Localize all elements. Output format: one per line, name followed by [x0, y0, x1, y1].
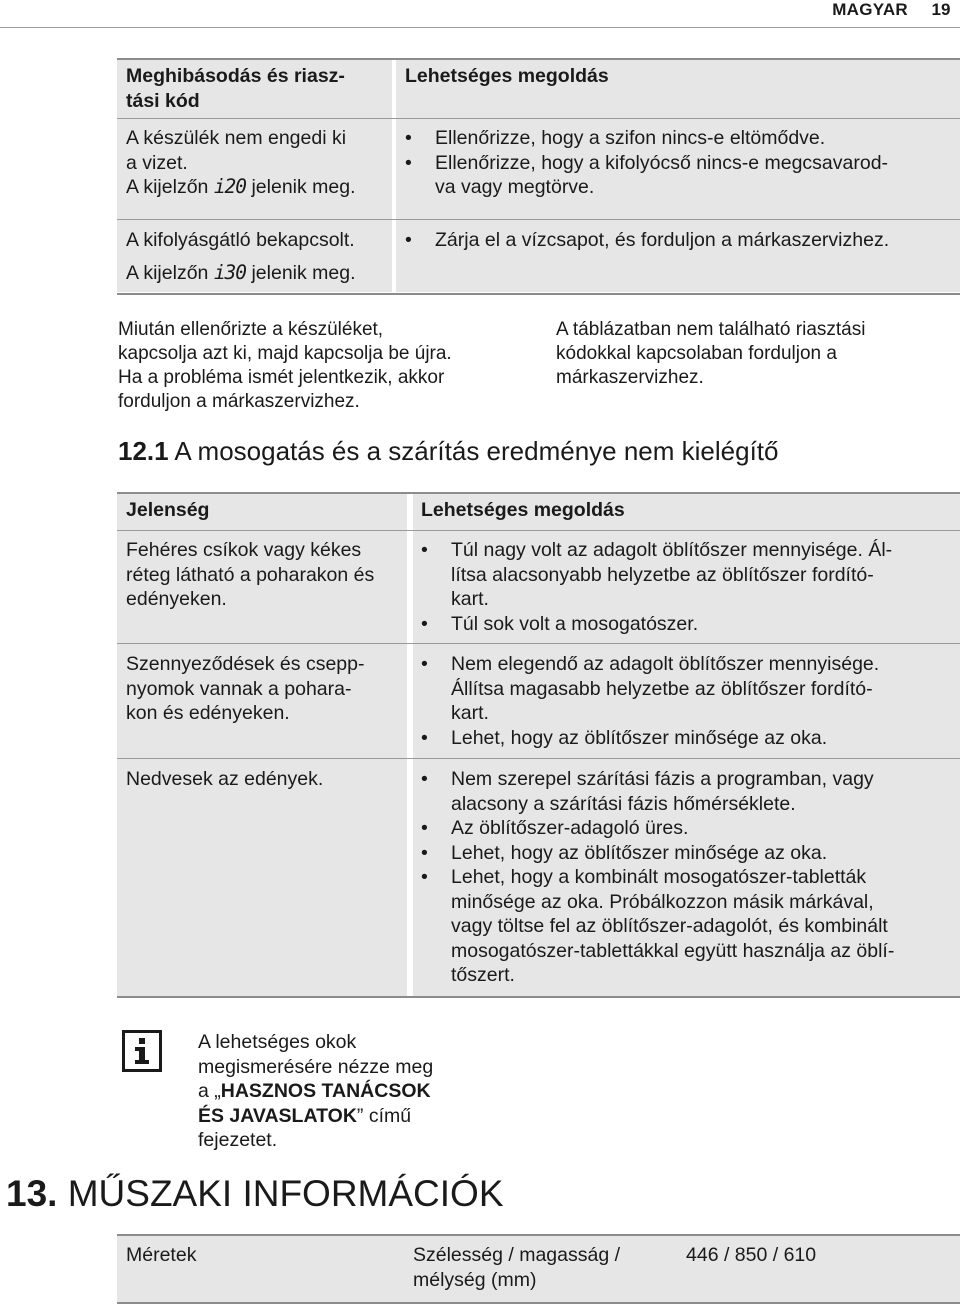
display-prefix: A kijelzőn — [126, 261, 214, 284]
list-item: • Ellenőrizze, hogy a szifon nincs-e eltömődve. — [405, 126, 953, 151]
table-row-solutions — [421, 767, 955, 988]
column-header-solution: Lehetséges megoldás — [405, 65, 609, 87]
display-suffix: jelenik meg. — [246, 261, 356, 284]
table-row-problem — [126, 228, 396, 285]
section-number: 12.1 — [118, 436, 169, 466]
list-item: • Nem elegendő az adagolt öblítőszer mennyisége. Állítsa magasabb helyzetbe az öblítőszer fordító- kart. — [421, 652, 955, 726]
table-row-solutions — [421, 652, 955, 750]
display-code-line — [126, 175, 388, 200]
header-divider-rule — [117, 118, 960, 119]
note-reference: HASZNOS TANÁCSOK ÉS JAVASLATOK — [198, 1080, 431, 1127]
section-number: 13. — [6, 1173, 58, 1214]
symptom-text: Fehéres csíkok vagy kékes réteg látható a poharakon és edényeken. — [126, 539, 375, 610]
list-item: • Az öblítőszer-adagoló üres. — [421, 816, 955, 841]
table-bottom-rule — [117, 1302, 960, 1304]
row-divider — [117, 219, 960, 220]
table-row-solutions — [421, 538, 955, 636]
list-item: • Lehet, hogy az öblítőszer minősége az oka. — [421, 726, 955, 751]
table-row-problem — [126, 126, 388, 200]
section-title: MŰSZAKI INFORMÁCIÓK — [57, 1173, 504, 1214]
display-prefix: A kijelzőn — [126, 176, 214, 198]
symptom-text: Nedvesek az edények. — [126, 768, 324, 790]
list-item: • Túl nagy volt az adagolt öblítőszer mennyisége. Ál- lítsa alacsonyabb helyzetbe az öblítőszer fordító- kart. — [421, 538, 955, 612]
list-item: • Túl sok volt a mosogatószer. — [421, 612, 955, 637]
header-divider — [0, 27, 960, 28]
note-text: ” című fejezetet. — [198, 1104, 412, 1151]
service-note: A táblázatban nem található riasztási kódokkal kapcsolaban forduljon a márkaszervizhez. — [556, 319, 866, 388]
display-code-line — [126, 261, 396, 286]
row-divider — [117, 758, 960, 759]
restart-instructions: Miután ellenőrizte a készüléket, kapcsolja azt ki, majd kapcsolja be újra. Ha a probléma ismét jelentkezik, akkor forduljon a márkaszervizhez. — [118, 319, 452, 412]
section-heading-12-1 — [118, 436, 779, 467]
list-item: • Ellenőrizze, hogy a kifolyócső nincs-e megcsavarod- va vagy megtörve. — [405, 151, 953, 200]
display-code-i30: i30 — [213, 260, 247, 284]
list-item: • Zárja el a vízcsapot, és forduljon a márkaszervizhez. — [405, 228, 953, 253]
problem-text: A készülék nem engedi ki — [126, 127, 347, 149]
column-header-solution: Lehetséges megoldás — [421, 499, 625, 521]
section-heading-13 — [6, 1173, 504, 1215]
note-text: A lehetséges okok megismerésére nézze meg a „ — [198, 1031, 434, 1102]
symptom-text: Szennyeződések és csepp- nyomok vannak a pohara- kon és edényeken. — [126, 653, 365, 724]
list-item: • Nem szerepel szárítási fázis a programban, vagy alacsony a szárítási fázis hőmérséklete. — [421, 767, 955, 816]
display-suffix: jelenik meg. — [246, 176, 356, 198]
table-bottom-rule — [117, 996, 960, 998]
header-language: MAGYAR — [832, 0, 908, 19]
list-item: • Lehet, hogy az öblítőszer minősége az oka. — [421, 841, 955, 866]
table-bottom-rule — [117, 293, 960, 295]
table-row-solutions — [405, 126, 953, 200]
info-note-text — [198, 1030, 498, 1153]
dimension-parameter: Szélesség / magasság / mélység (mm) — [413, 1244, 621, 1291]
problem-text: A kifolyásgátló bekapcsolt. — [126, 229, 355, 251]
column-header-symptom: Jelenség — [126, 499, 210, 521]
info-icon — [122, 1030, 162, 1072]
display-code-i20: i20 — [213, 175, 247, 198]
column-header-fault: Meghibásodás és riasz- tási kód — [126, 65, 345, 112]
section-title: A mosogatás és a szárítás eredménye nem kielégítő — [168, 436, 779, 466]
table-row-solutions — [405, 228, 953, 253]
dimension-value: 446 / 850 / 610 — [686, 1244, 817, 1266]
dimension-label: Méretek — [126, 1244, 197, 1266]
problem-text: a vizet. — [126, 151, 188, 174]
row-divider — [117, 643, 960, 644]
list-item: • Lehet, hogy a kombinált mosogatószer-tabletták minősége az oka. Próbálkozzon másik márkával, vagy töltse fel az öblítőszer-adagolót, és kombinált mosogatószer-tablettákkal együtt használja az öblí- tőszert. — [421, 865, 955, 988]
page-number: 19 — [931, 0, 951, 19]
header-divider-rule — [117, 530, 960, 531]
